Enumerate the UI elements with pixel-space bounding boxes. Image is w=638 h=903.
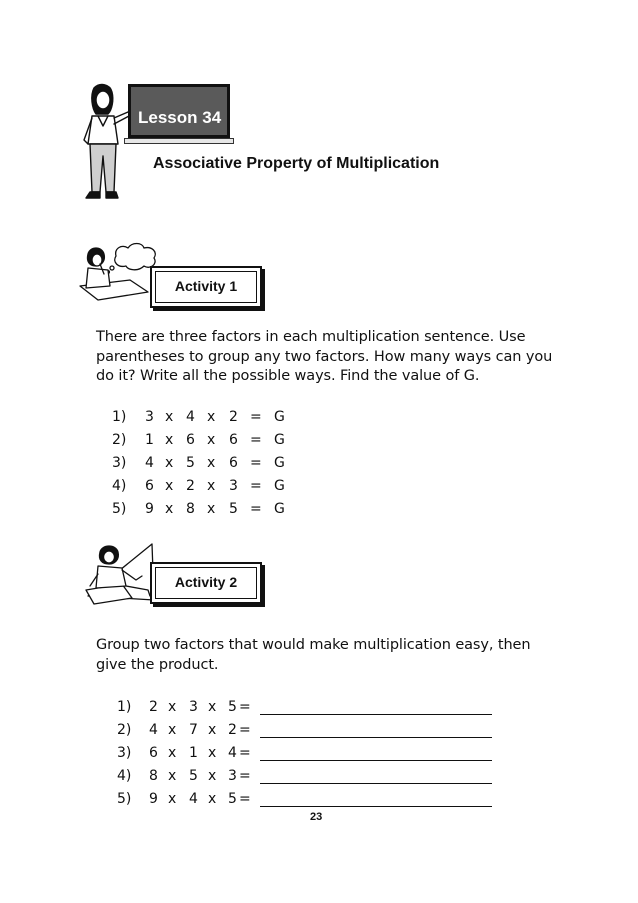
list-item: 4) 8 x 5 x 3 = <box>117 768 497 788</box>
teacher-pointing-icon <box>74 82 136 208</box>
page-number: 23 <box>310 811 323 823</box>
activity-1-box <box>150 266 262 308</box>
thinking-student-icon <box>76 240 160 306</box>
lesson-title: Lesson 34 <box>138 108 222 127</box>
chalkboard-ledge <box>124 138 234 144</box>
list-item: 3) 6 x 1 x 4 = <box>117 745 497 765</box>
activity-2-box <box>150 562 262 604</box>
list-item: 2) 4 x 7 x 2 = <box>117 722 497 742</box>
lesson-subtitle: Associative Property of Multiplication <box>153 155 440 172</box>
activity-1-instructions: There are three factors in each multiplication sentence. Use parentheses to group any two factors. How many ways can you do it? Write all the possible ways. Find the value of G. <box>96 329 553 384</box>
list-item: 5) 9 x 4 x 5 = <box>117 791 497 811</box>
activity-2-label: Activity 2 <box>174 574 238 590</box>
answer-line[interactable] <box>260 806 492 807</box>
list-item: 1) 2 x 3 x 5 = <box>117 699 497 719</box>
answer-line[interactable] <box>260 737 492 738</box>
answer-line[interactable] <box>260 714 492 715</box>
activity-1-label: Activity 1 <box>174 278 238 294</box>
activity-2-instructions: Group two factors that would make multiplication easy, then give the product. <box>96 637 531 673</box>
answer-line[interactable] <box>260 760 492 761</box>
answer-line[interactable] <box>260 783 492 784</box>
